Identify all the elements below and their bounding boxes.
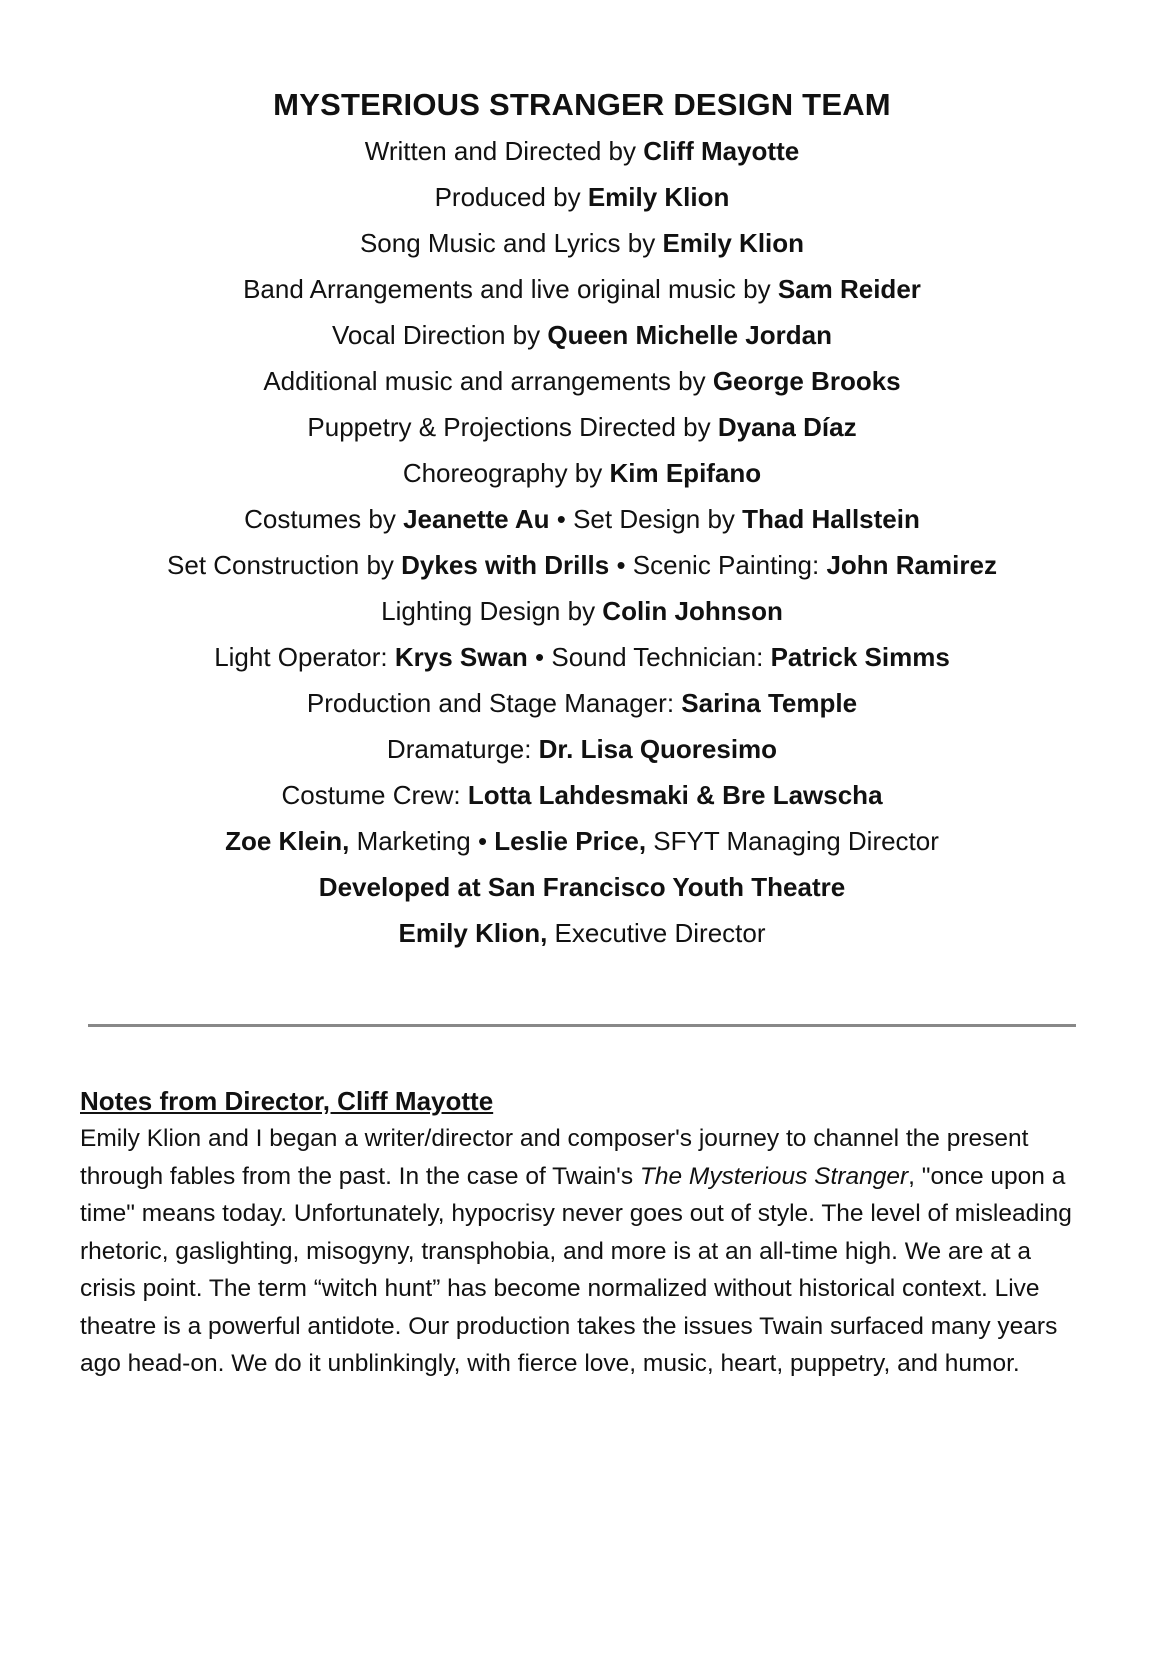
credit-line: Song Music and Lyrics by Emily Klion (359, 228, 805, 258)
credit-line: Dramaturge: Dr. Lisa Quoresimo (386, 734, 778, 764)
credit-line: Vocal Direction by Queen Michelle Jordan (332, 320, 832, 350)
credit-line: Light Operator: Krys Swan • Sound Technician: Patrick Simms (214, 642, 950, 672)
credits-title: MYSTERIOUS STRANGER DESIGN TEAM (273, 87, 891, 122)
credit-line: Produced by Emily Klion (434, 182, 730, 212)
credit-line: Set Construction by Dykes with Drills • Scenic Painting: John Ramirez (167, 550, 997, 580)
credit-line: Costumes by Jeanette Au • Set Design by Thad Hallstein (244, 504, 920, 534)
credit-line: Developed at San Francisco Youth Theatre (318, 872, 846, 902)
credit-line: Emily Klion, Executive Director (398, 918, 766, 948)
credit-line: Choreography by Kim Epifano (402, 458, 762, 488)
credit-line: Additional music and arrangements by George Brooks (263, 366, 901, 396)
credit-line: Lighting Design by Colin Johnson (381, 596, 783, 626)
notes-body: Emily Klion and I began a writer/director and composer's journey to channel the present through fables from the past. In the case of Twain's The Mysterious Stranger, "once upon a time" means today. Unfortunately, hypocrisy never goes out of style. The level of misleading rhetoric, gaslighting, misogyny, transphobia, and more is at an all-time high. We are at a crisis point. The term “witch hunt” has become normalized without historical context. Live theatre is a powerful antidote. Our production takes the issues Twain surfaced many years ago head-on. We do it unblinkingly, with fierce love, music, heart, puppetry, and humor. (80, 1125, 1072, 1377)
section-divider (88, 1024, 1076, 1027)
design-team-credits (60, 82, 1104, 956)
credit-line: Band Arrangements and live original music by Sam Reider (243, 274, 921, 304)
credit-line: Zoe Klein, Marketing • Leslie Price, SFYT Managing Director (225, 826, 939, 856)
credit-line: Written and Directed by Cliff Mayotte (364, 136, 800, 166)
credit-line: Puppetry & Projections Directed by Dyana Díaz (307, 412, 857, 442)
notes-heading: Notes from Director, Cliff Mayotte (80, 1086, 494, 1116)
credit-line: Costume Crew: Lotta Lahdesmaki & Bre Lawscha (281, 780, 883, 810)
director-notes (80, 1082, 1090, 1383)
credit-line: Production and Stage Manager: Sarina Temple (306, 688, 858, 718)
